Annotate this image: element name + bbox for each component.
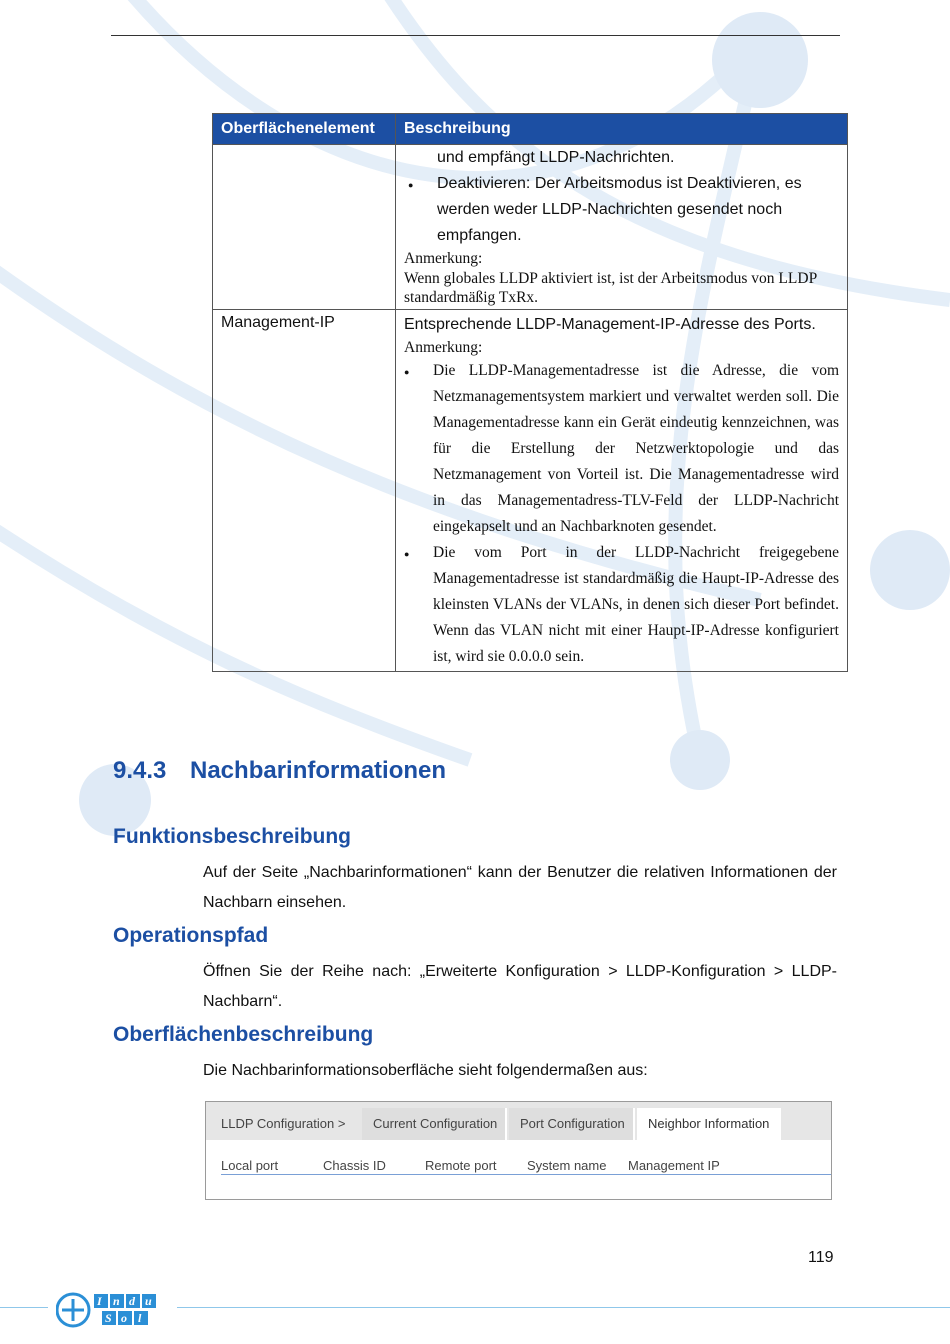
svg-text:I: I bbox=[97, 1294, 102, 1308]
path-heading: Operationspfad bbox=[113, 924, 269, 947]
svg-text:d: d bbox=[129, 1294, 135, 1308]
col-system-name: System name bbox=[527, 1158, 607, 1173]
row-name: Management-IP bbox=[213, 310, 396, 672]
parameter-table bbox=[212, 113, 848, 672]
table-row bbox=[213, 310, 848, 672]
ui-heading: Oberflächenbeschreibung bbox=[113, 1023, 374, 1046]
footer-line-right bbox=[177, 1307, 950, 1308]
tab-lldp-configuration[interactable]: LLDP Configuration > bbox=[221, 1116, 346, 1131]
footer-line-left bbox=[0, 1307, 48, 1308]
neighbor-info-screenshot bbox=[205, 1101, 832, 1200]
indusol-logo bbox=[56, 1292, 168, 1328]
section-number: 9.4.3 bbox=[113, 757, 167, 784]
continued-text: und empfängt LLDP-Nachrichten. bbox=[437, 149, 675, 166]
row-description bbox=[396, 145, 848, 310]
col-chassis-id: Chassis ID bbox=[323, 1158, 386, 1173]
bullet-list bbox=[404, 171, 839, 249]
ui-text: Die Nachbarinformationsoberfläche sieht folgendermaßen aus: bbox=[203, 1062, 648, 1079]
list-item-text: Die LLDP-Managementadresse ist die Adresse, die vom Netzmanagementsystem markiert und verwaltet werden soll. bbox=[433, 362, 839, 405]
column-header-underline bbox=[221, 1174, 831, 1175]
col-management-ip: Management IP bbox=[628, 1158, 720, 1173]
function-text: Auf der Seite „Nachbarinformationen“ kann der Benutzer die relativen Informationen der Nachbarn einsehen. bbox=[203, 864, 837, 911]
section-heading bbox=[113, 757, 446, 785]
svg-text:u: u bbox=[145, 1294, 152, 1308]
tab-neighbor-information[interactable]: Neighbor Information bbox=[637, 1108, 781, 1140]
path-text: Öffnen Sie der Reihe nach: „Erweiterte Konfiguration > LLDP-Konfiguration > LLDP-Nachbarn“. bbox=[203, 963, 837, 1010]
row-name bbox=[213, 145, 396, 310]
table-row bbox=[213, 145, 848, 310]
page-number: 119 bbox=[808, 1249, 834, 1266]
note-label: Anmerkung: bbox=[404, 339, 483, 356]
svg-text:n: n bbox=[113, 1294, 120, 1308]
tab-port-configuration[interactable]: Port Configuration bbox=[509, 1108, 635, 1140]
svg-text:l: l bbox=[138, 1311, 142, 1325]
header-rule bbox=[111, 35, 840, 36]
row-description bbox=[396, 310, 848, 672]
list-item: ● Die vom Port in der LLDP-Nachricht freigegebene Managementadresse ist standardmäßig die Haupt-IP-Adresse des kleinsten VLANs der VLANs, in denen sich dieser Port befindet. Wenn das VLAN nicht mit einer Haupt-IP-Adresse konfiguriert ist, wird sie 0.0.0.0 sein. bbox=[404, 540, 839, 670]
tab-current-configuration[interactable]: Current Configuration bbox=[362, 1108, 507, 1140]
svg-text:S: S bbox=[105, 1311, 112, 1325]
header-interface-element: Oberflächenelement bbox=[213, 114, 396, 145]
function-heading: Funktionsbeschreibung bbox=[113, 825, 352, 848]
tab-bar bbox=[206, 1102, 831, 1140]
column-header-row bbox=[221, 1158, 831, 1178]
header-description: Beschreibung bbox=[396, 114, 848, 145]
list-item-continued: Die Managementadresse kann ein Gerät eindeutig kennzeichnen, was für die Erstellung der Netzwerktopologie und das Netzmanagement von Vorteil ist. Die Managementadresse wird in das Managementadress-TLV-Feld der LLDP-Nachricht eingekapselt und an Nachbarknoten gesendet. bbox=[433, 388, 839, 535]
table-header-row bbox=[213, 114, 848, 145]
list-item bbox=[404, 358, 839, 540]
note-text: Wenn globales LLDP aktiviert ist, ist der Arbeitsmodus von LLDP standardmäßig TxRx. bbox=[404, 270, 817, 306]
bullet-list bbox=[404, 358, 839, 670]
note-label: Anmerkung: bbox=[404, 250, 483, 267]
col-local-port: Local port bbox=[221, 1158, 279, 1173]
svg-text:o: o bbox=[121, 1311, 127, 1325]
list-item: ● Deaktivieren: Der Arbeitsmodus ist Deaktivieren, es werden weder LLDP-Nachrichten gesendet noch empfangen. bbox=[408, 171, 839, 249]
row-desc-text: Entsprechende LLDP-Management-IP-Adresse des Ports. bbox=[404, 316, 816, 333]
col-remote-port: Remote port bbox=[425, 1158, 497, 1173]
section-title: Nachbarinformationen bbox=[190, 757, 447, 784]
